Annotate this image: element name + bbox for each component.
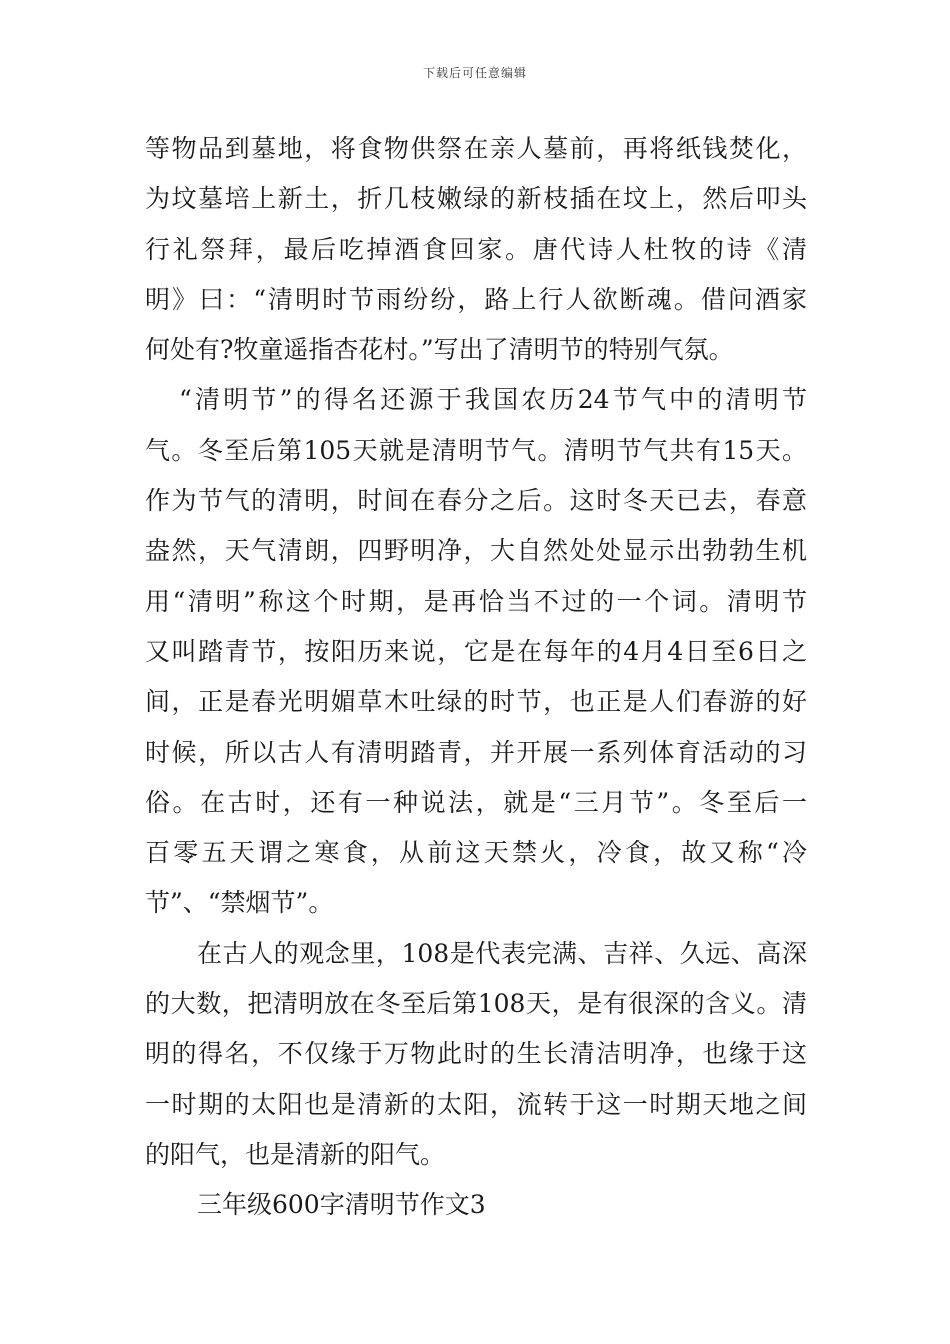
section-heading: 三年级600字清明节作文3 (197, 1190, 486, 1220)
paragraph-line: 明的得名，不仅缘于万物此时的生长清洁明净，也缘于这 (145, 1039, 807, 1069)
paragraph-line: 作为节气的清明，时间在春分之后。这时冬天已去，春意 (145, 486, 807, 516)
paragraph-line: 俗。在古时，还有一种说法，就是“三月节”。冬至后一 (145, 787, 807, 817)
paragraph-1 (145, 124, 807, 375)
paragraph-line: 行礼祭拜，最后吃掉酒食回家。唐代诗人杜牧的诗《清 (145, 234, 807, 264)
paragraph-2 (145, 375, 807, 928)
paragraph-line: 间，正是春光明媚草木吐绿的时节，也正是人们春游的好 (145, 687, 807, 717)
paragraph-line: 盎然，天气清朗，四野明净，大自然处处显示出勃勃生机 (145, 536, 807, 566)
paragraph-line: “清明节”的得名还源于我国农历24节气中的清明节 (179, 385, 807, 415)
paragraph-line: 在古人的观念里，108是代表完满、吉祥、久远、高深 (197, 938, 807, 968)
document-body (145, 124, 807, 1231)
paragraph-line: 何处有?牧童遥指杏花村。”写出了清明节的特别气氛。 (145, 335, 734, 365)
paragraph-line: 用“清明”称这个时期，是再恰当不过的一个词。清明节 (145, 586, 807, 616)
paragraph-line: 百零五天谓之寒食，从前这天禁火，冷食，故又称“冷 (145, 838, 807, 868)
page-header: 下载后可任意编辑 (422, 66, 527, 80)
paragraph-line: 节”、“禁烟节”。 (145, 888, 334, 918)
paragraph-line: 的阳气，也是清新的阳气。 (145, 1139, 446, 1169)
paragraph-line: 时候，所以古人有清明踏青，并开展一系列体育活动的习 (145, 737, 807, 767)
paragraph-line: 等物品到墓地，将食物供祭在亲人墓前，再将纸钱焚化， (145, 134, 807, 163)
paragraph-line: 气。冬至后第105天就是清明节气。清明节气共有15天。 (145, 435, 807, 465)
paragraph-3 (145, 929, 807, 1180)
paragraph-line: 的大数，把清明放在冬至后第108天，是有很深的含义。清 (145, 989, 807, 1019)
paragraph-line: 为坟墓培上新土，折几枝嫩绿的新枝插在坟上，然后叩头 (145, 184, 807, 214)
paragraph-line: 明》曰：“清明时节雨纷纷，路上行人欲断魂。借问酒家 (145, 284, 807, 314)
paragraph-line: 又叫踏青节，按阳历来说，它是在每年的4月4日至6日之 (145, 636, 807, 666)
paragraph-line: 一时期的太阳也是清新的太阳，流转于这一时期天地之间 (145, 1089, 807, 1119)
